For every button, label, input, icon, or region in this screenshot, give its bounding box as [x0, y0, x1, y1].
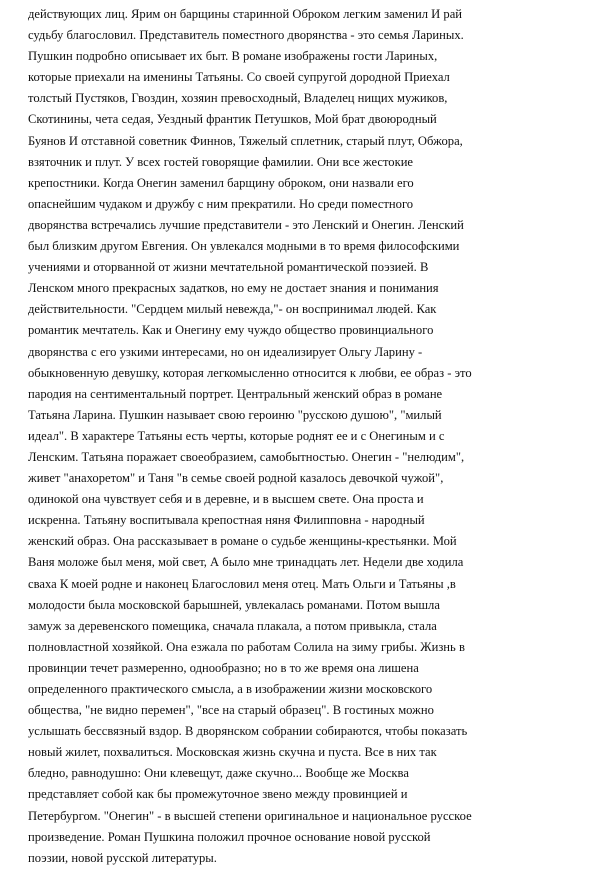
text-line: судьбу благословил. Представитель поместного дворянства - это семья Лариных. [28, 28, 464, 43]
text-line: Ленским. Татьяна поражает своеобразием, самобытностью. Онегин - "нелюдим", [28, 449, 465, 464]
text-line: опаснейшим чудаком и дружбу с ним прекратили. Но среди поместного [28, 196, 414, 211]
text-line: общества, "не видно перемен", "все на старый образец". В гостиных можно [28, 703, 434, 718]
text-line: полновластной хозяйкой. Она езжала по работам Солила на зиму грибы. Жизнь в [28, 639, 465, 654]
text-line: учениями и оторванной от жизни мечтательной романтической поэзией. В [28, 260, 429, 275]
text-line: Буянов И отставной советник Финнов, Тяжелый сплетник, старый плут, Обжора, [28, 133, 463, 148]
text-line: обыкновенную девушку, которая легкомысленно относится к любви, ее образ - это [28, 365, 472, 380]
text-line: крепостники. Когда Онегин заменил барщину оброком, они назвали его [28, 175, 414, 190]
text-line: провинции течет размеренно, однообразно; но в то же время она лишена [28, 660, 419, 675]
text-line: Пушкин подробно описывает их быт. В романе изображены гости Лариных, [28, 49, 438, 64]
text-line: бледно, равнодушно: Они клевещут, даже скучно... Вообще же Москва [28, 766, 409, 781]
text-line: представляет собой как бы промежуточное звено между провинцией и [28, 787, 408, 802]
text-line: определенного практического смысла, а в изображении жизни московского [28, 682, 433, 696]
text-line: толстый Пустяков, Гвоздин, хозяин превосходный, Владелец нищих мужиков, [28, 91, 448, 106]
text-line: дворянства встречались лучшие представители - это Ленский и Онегин. Ленский [28, 217, 464, 232]
text-line: был близким другом Евгения. Он увлекался модными в то время философскими [28, 239, 460, 254]
text-line: дворянства с его узкими интересами, но он идеализирует Ольгу Ларину - [28, 344, 423, 359]
text-line: искренна. Татьяну воспитывала крепостная няня Филипповна - народный [28, 513, 425, 528]
text-line: сваха К моей родне и наконец Благословил меня отец. Мать Ольги и Татьяны ,в [28, 576, 456, 591]
text-line: действующих лиц. Ярим он барщины старинной Оброком легким заменил И рай [28, 7, 463, 21]
text-line: пародия на сентиментальный портрет. Центральный женский образ в романе [28, 386, 443, 401]
text-line: Скотинины, чета седая, Уездный франтик Петушков, Мой брат двоюродный [28, 112, 437, 127]
text-line: произведение. Роман Пушкина положил прочное основание новой русской [28, 829, 431, 844]
text-line: которые приехали на именины Татьяны. Со своей супругой дородной Приехал [28, 70, 450, 85]
text-line: Петербургом. "Онегин" - в высшей степени оригинальное и национальное русское [28, 808, 472, 823]
text-line: живет "анахоретом" и Таня "в семье своей родной казалось девочкой чужой", [28, 471, 444, 486]
text-line: замуж за деревенского помещика, сначала плакала, а потом привыкла, стала [28, 618, 437, 633]
text-line: услышать бессвязный вздор. В дворянском собрании собираются, чтобы показать [28, 724, 468, 739]
text-line: женский образ. Она рассказывает в романе о судьбе женщины-крестьянки. Мой [28, 534, 457, 549]
text-line: романтик мечтатель. Как и Онегину ему чуждо общество провинциального [28, 323, 434, 338]
body-text [28, 4, 573, 869]
text-line: Ленском много прекрасных задатков, но ему не достает знания и понимания [28, 281, 439, 296]
text-line: Татьяна Ларина. Пушкин называет свою героиню "русскою душою", "милый [28, 407, 442, 422]
text-line: одинокой она чувствует себя и в деревне, и в высшем свете. Она проста и [28, 492, 424, 507]
text-line: поэзии, новой русской литературы. [28, 850, 217, 865]
text-line: действительности. "Сердцем милый невежда,"- он воспринимал людей. Как [28, 302, 437, 317]
text-line: молодости была московской барышней, увлекалась романами. Потом вышла [28, 597, 440, 612]
text-line: новый жилет, похвалиться. Московская жизнь скучна и пуста. Все в них так [28, 745, 437, 760]
text-line: взяточник и плут. У всех гостей говорящие фамилии. Они все жестокие [28, 154, 414, 169]
text-line: идеал". В характере Татьяны есть черты, которые роднят ее и с Онегиным и с [28, 428, 445, 443]
text-line: Ваня моложе был меня, мой свет, А было мне тринадцать лет. Недели две ходила [28, 555, 464, 570]
